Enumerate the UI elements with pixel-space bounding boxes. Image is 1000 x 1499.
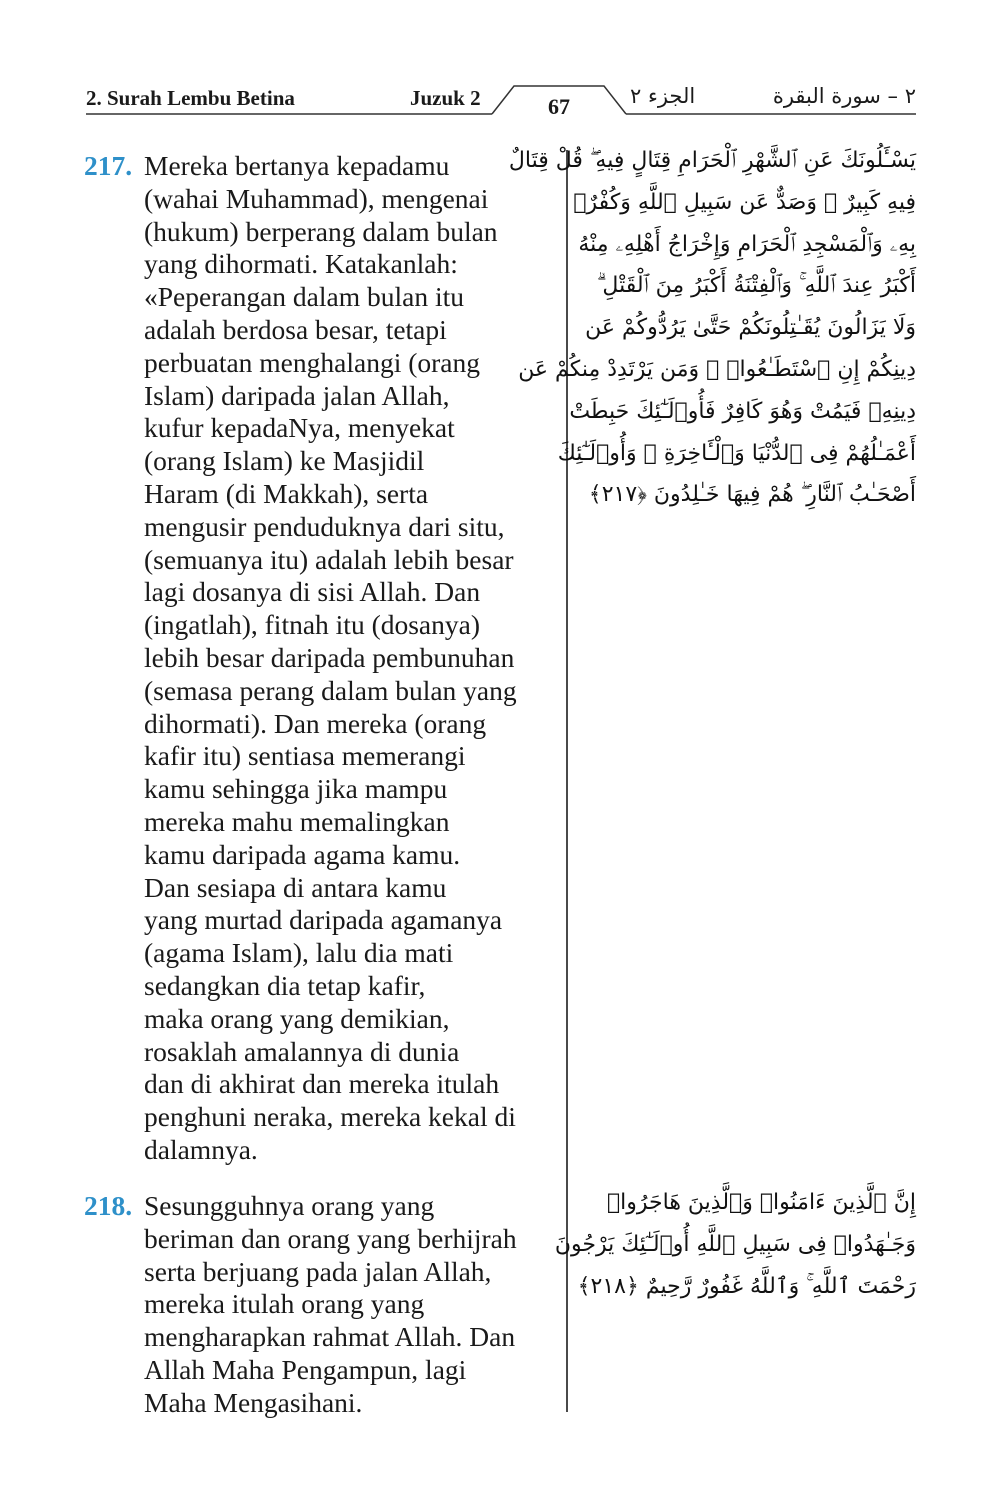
verse-text — [144, 150, 564, 1167]
verse-line: Allah Maha Pengampun, lagi — [144, 1353, 467, 1385]
juz-label-arabic: الجزء ٢ — [630, 84, 696, 108]
verse-line: Mereka bertanya kepadamu — [144, 150, 450, 181]
verse-line: kamu sehingga jika mampu — [144, 773, 448, 805]
verse-line: dan di akhirat dan mereka itulah — [144, 1068, 500, 1100]
verse-line: sedangkan dia tetap kafir, — [144, 969, 426, 1001]
verse-line: beriman dan orang yang berhijrah — [144, 1222, 517, 1254]
verse-line: lebih besar daripada pembunuhan — [144, 641, 515, 673]
verse-line: (orang Islam) ke Masjidil — [144, 445, 425, 477]
verse-line: Dan sesiapa di antara kamu — [144, 871, 447, 903]
page-header — [0, 0, 1000, 130]
page-number: 67 — [548, 94, 570, 119]
arabic-line: أَكْبَرُ عِندَ ٱللَّهِ ۚ وَٱلْفِتْنَةُ أَكْبَرُ مِنَ ٱلْقَتْلِ ۗ — [596, 273, 916, 299]
surah-title-arabic: ٢ – سورة البقرة — [772, 84, 916, 108]
verse-line: Islam) daripada jalan Allah, — [144, 379, 450, 411]
verse-line: Haram (di Makkah), serta — [144, 477, 429, 509]
verse-line: yang dihormati. Katakanlah: — [144, 248, 458, 280]
arabic-line: بِهِۦ وَٱلْمَسْجِدِ ٱلْحَرَامِ وَإِخْرَاجُ أَهْلِهِۦ مِنْهُ — [578, 231, 916, 257]
verse-line: mengharapkan rahmat Allah. Dan — [144, 1321, 516, 1353]
verse-line: dihormati). Dan mereka (orang — [144, 707, 487, 739]
verse-line: kamu daripada agama kamu. — [144, 838, 461, 870]
verse-line: maka orang yang demikian, — [144, 1002, 450, 1034]
verse-line: mengusir penduduknya dari situ, — [144, 510, 505, 542]
verse-line: (wahai Muhammad), mengenai — [144, 182, 489, 214]
surah-title-latin: 2. Surah Lembu Betina — [86, 86, 295, 110]
verse-line: yang murtad daripada agamanya — [144, 904, 503, 936]
verse-line: serta berjuang pada jalan Allah, — [144, 1255, 492, 1287]
arabic-line: فِيهِ كَبِيرٌ ۖ وَصَدٌّ عَن سَبِيلِ ٱللَّهِ وَكُفْرٌۢ — [573, 189, 916, 215]
verse-line: Sesungguhnya orang yang — [144, 1190, 435, 1221]
verse-number: 218. — [84, 1190, 133, 1221]
verse-line: Maha Mengasihani. — [144, 1386, 363, 1418]
verse-line: rosaklah amalannya di dunia — [144, 1035, 460, 1067]
verse-line: (hukum) berperang dalam bulan — [144, 215, 498, 247]
verse-217-arabic — [508, 140, 916, 516]
arabic-line: أَصْحَـٰبُ ٱلنَّارِ ۖ هُمْ فِيهَا خَـٰلِدُونَ ﴿٢١٧﴾ — [588, 482, 916, 508]
verse-line: «Peperangan dalam bulan itu — [144, 281, 464, 313]
verse-number: 217. — [84, 150, 133, 181]
verse-line: kufur kepadaNya, menyekat — [144, 412, 455, 444]
verse-line: perbuatan menghalangi (orang — [144, 346, 480, 378]
verse-line: lagi dosanya di sisi Allah. Dan — [144, 576, 481, 608]
arabic-line: إِنَّ ٱلَّذِينَ ءَامَنُوا۟ وَٱلَّذِينَ هَاجَرُوا۟ — [606, 1190, 916, 1215]
verse-line: (semasa perang dalam bulan yang — [144, 674, 517, 706]
verse-line: penghuni neraka, mereka kekal di — [144, 1101, 516, 1133]
page-number-frame — [0, 0, 1000, 130]
column-divider — [566, 150, 568, 1412]
verse-line: adalah berdosa besar, tetapi — [144, 313, 447, 345]
verse-line: mereka itulah orang yang — [144, 1288, 425, 1320]
verse-line: mereka mahu memalingkan — [144, 805, 450, 837]
arabic-line: أَعْمَـٰلُهُمْ فِى ٱلدُّنْيَا وَٱلْـَٔاخِرَةِ ۖ وَأُو۟لَـٰٓئِكَ — [557, 440, 916, 466]
arabic-line: رَحْمَتَ ٱللَّهِ ۚ وَٱللَّهُ غَفُورٌ رَّحِيمٌ ﴿٢١٨﴾ — [577, 1273, 916, 1299]
verse-line: kafir itu) sentiasa memerangi — [144, 740, 466, 772]
arabic-line: يَسْـَٔلُونَكَ عَنِ ٱلشَّهْرِ ٱلْحَرَامِ قِتَالٍ فِيهِ ۖ قُلْ قِتَالٌ — [508, 148, 916, 173]
verse-text — [144, 1190, 564, 1420]
verse-line: dalamnya. — [144, 1133, 258, 1165]
arabic-line: دِينِهِۦ فَيَمُتْ وَهُوَ كَافِرٌ فَأُو۟لَـٰٓئِكَ حَبِطَتْ — [569, 398, 916, 424]
verse-line: (agama Islam), lalu dia mati — [144, 937, 454, 969]
verse-line: (ingatlah), fitnah itu (dosanya) — [144, 609, 481, 641]
arabic-line: وَلَا يَزَالُونَ يُقَـٰتِلُونَكُمْ حَتَّىٰ يَرُدُّوكُمْ عَن — [585, 315, 916, 341]
arabic-line: دِينِكُمْ إِنِ ٱسْتَطَـٰعُوا۟ ۚ وَمَن يَرْتَدِدْ مِنكُمْ عَن — [518, 356, 916, 382]
verse-218-arabic — [554, 1182, 916, 1307]
verse-line: (semuanya itu) adalah lebih besar — [144, 543, 514, 575]
juzuk-label-latin: Juzuk 2 — [410, 86, 481, 110]
arabic-line: وَجَـٰهَدُوا۟ فِى سَبِيلِ ٱللَّهِ أُو۟لَـٰٓئِكَ يَرْجُونَ — [554, 1231, 916, 1257]
